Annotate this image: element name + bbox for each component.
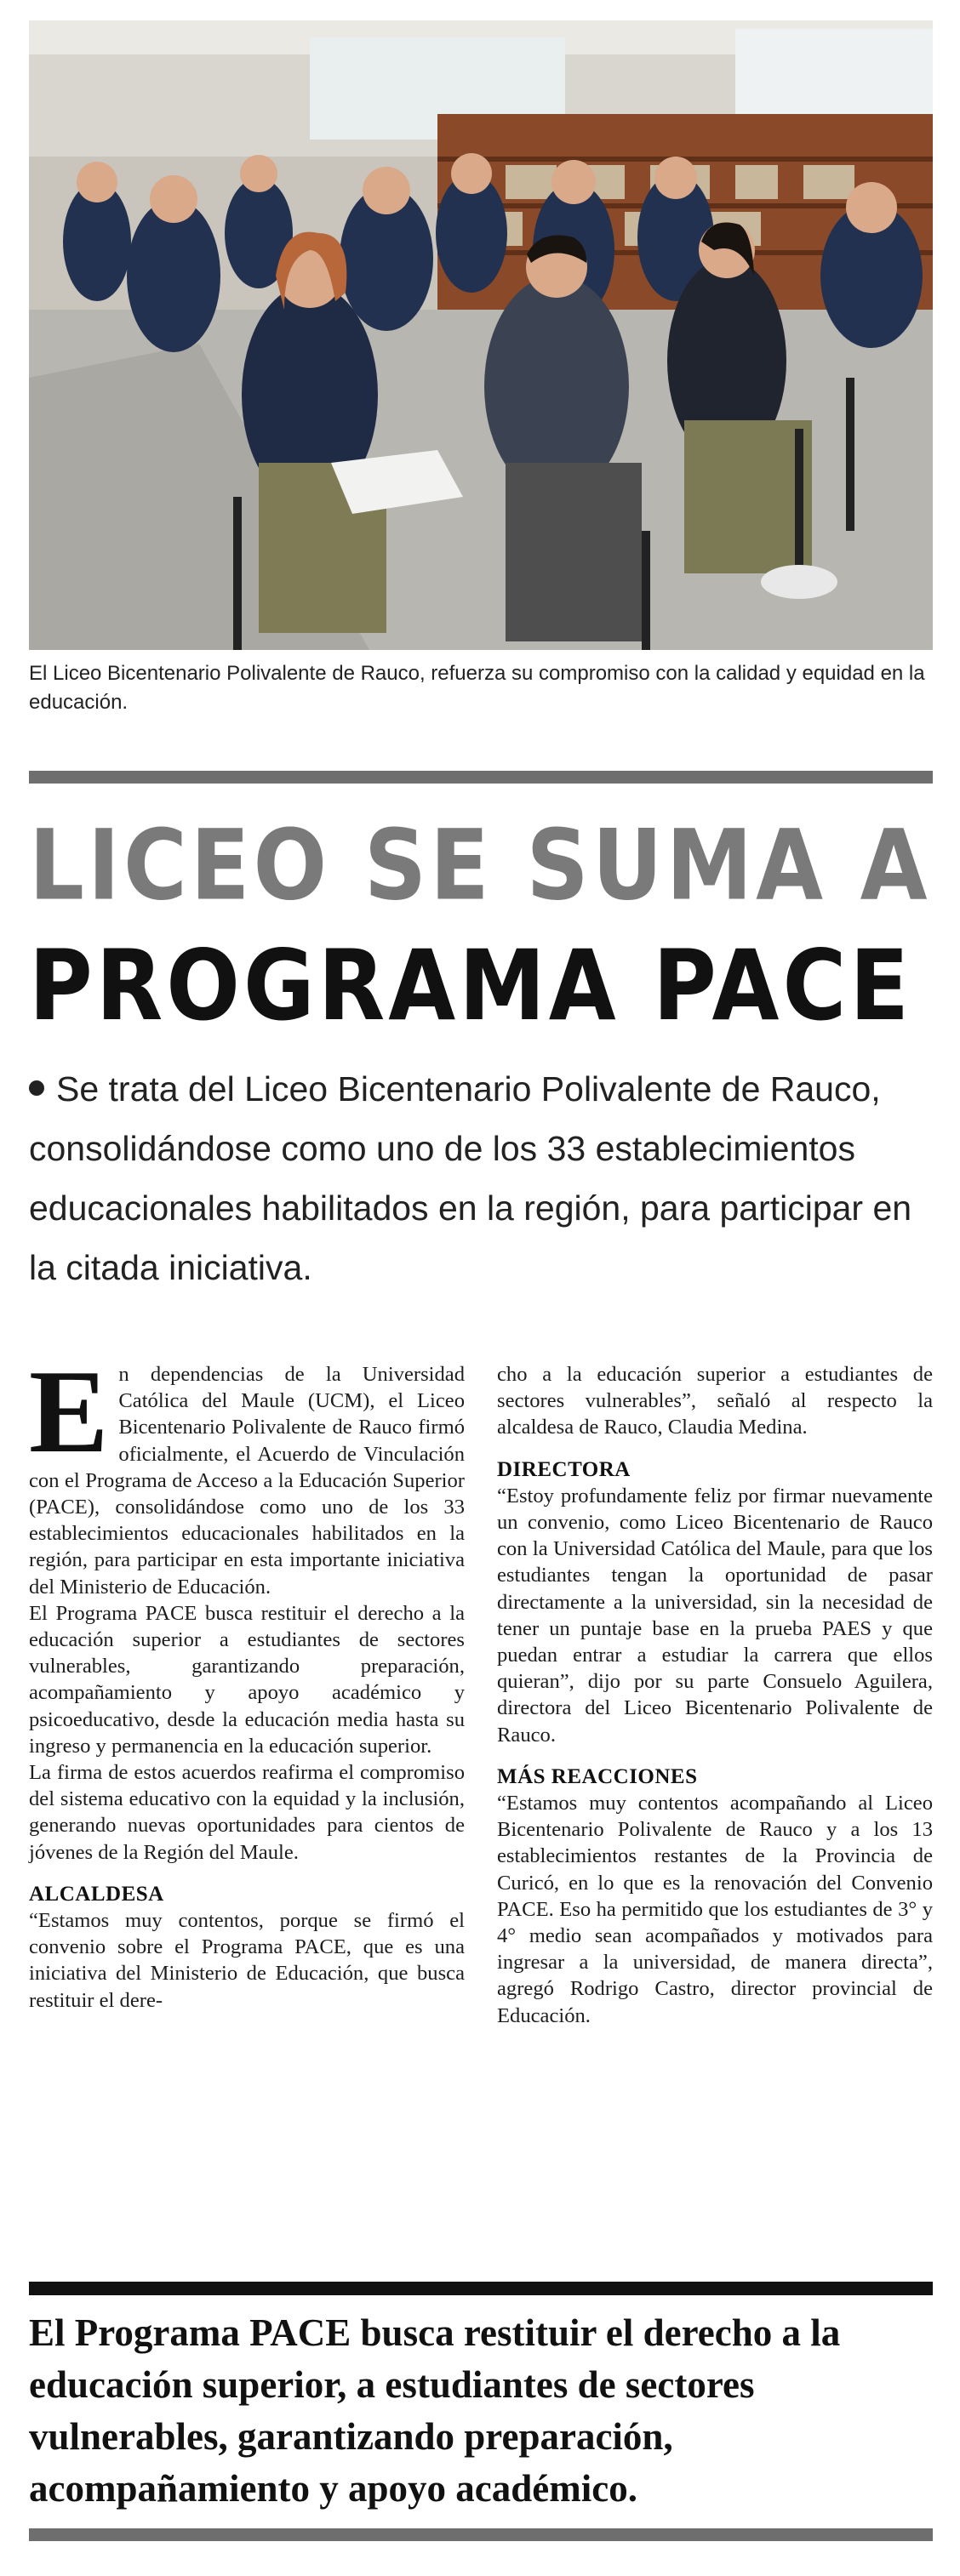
article-paragraph: n dependencias de la Universidad Católica del Maule (UCM), el Liceo Bicentenario Polivalente de Rauco firmó oficialmente, el Acuerdo de Vinculación con el Programa de Acceso a la Educación Superior (PACE), consolidándose como uno de los 33 establecimientos educacionales habilitados en la región, para participar en esta importante iniciativa del Ministerio de Educación. <box>29 1363 465 1599</box>
classroom-photo-icon <box>29 20 933 650</box>
headline <box>29 806 933 1046</box>
article-paragraph: cho a la educación superior a estudiantes de sectores vulnerables”, señaló al respecto la alcaldesa de Rauco, Claudia Medina. <box>497 1363 933 1439</box>
pullquote-bottom-rule <box>29 2528 933 2541</box>
subheading-alcaldesa: ALCALDESA <box>29 1882 164 1906</box>
article-photo <box>29 20 933 650</box>
lead-paragraph <box>29 1059 933 1297</box>
article-column-right <box>497 1361 933 2029</box>
article-column-left <box>29 1346 465 2014</box>
article-paragraph: “Estamos muy contentos acompañando al Liceo Bicentenario Polivalente de Rauco y a los 13 establecimientos restantes de la Provincia de Curicó, en lo que es la renovación del Convenio PACE. Eso ha permitido que los estudiantes de 3° y 4° medio sean acompañados y motivados para ingresar a la universidad, de manera directa”, agregó Rodrigo Castro, director provincial de Educación. <box>497 1792 933 2027</box>
headline-line-1: LICEO SE SUMA A <box>29 809 931 923</box>
subheading-mas-reacciones: MÁS REACCIONES <box>497 1764 698 1788</box>
article-paragraph: El Programa PACE busca restituir el derecho a la educación superior a estudiantes de sectores vulnerables, garantizando preparación, acompañamiento y apoyo académico y psicoeducativo, desde la educación media hasta su ingreso y permanencia en la educación superior. <box>29 1601 465 1758</box>
lead-text: Se trata del Liceo Bicentenario Polivalente de Rauco, consolidándose como uno de los 33 establecimientos educacionales habilitados en la región, para participar en la citada iniciativa. <box>29 1069 912 1287</box>
pull-quote: El Programa PACE busca restituir el derecho a la educación superior, a estudiantes de sectores vulnerables, garantizando preparación, acompañamiento y apoyo académico. <box>29 2311 841 2510</box>
section-divider <box>29 771 933 784</box>
headline-line-2: PROGRAMA PACE <box>29 929 913 1043</box>
article-paragraph: La firma de estos acuerdos reafirma el compromiso del sistema educativo con la equidad y la inclusión, generando nuevas oportunidades para cientos de jóvenes de la Región del Maule. <box>29 1761 465 1864</box>
drop-cap: E <box>29 1346 109 1478</box>
bullet-icon <box>29 1080 44 1096</box>
photo-caption: El Liceo Bicentenario Polivalente de Rauco, refuerza su compromiso con la calidad y equidad en la educación. <box>29 662 925 714</box>
subheading-directora: DIRECTORA <box>497 1457 631 1481</box>
article-paragraph: “Estoy profundamente feliz por firmar nuevamente un convenio, como Liceo Bicentenario de Rauco con la Universidad Católica del Maule, para que los estudiantes tengan la oportunidad de pasar directamente a la universidad, sin la necesidad de tener un puntaje base en la prueba PAES y que puedan entrar a estudiar la carrera que ellos quieran”, dijo por su parte Consuelo Aguilera, directora del Liceo Bicentenario Polivalente de Rauco. <box>497 1484 933 1747</box>
article-paragraph: “Estamos muy contentos, porque se firmó el convenio sobre el Programa PACE, que es una iniciativa del Ministerio de Educación, que busca restituir el dere- <box>29 1909 465 2012</box>
pullquote-top-rule <box>29 2282 933 2295</box>
